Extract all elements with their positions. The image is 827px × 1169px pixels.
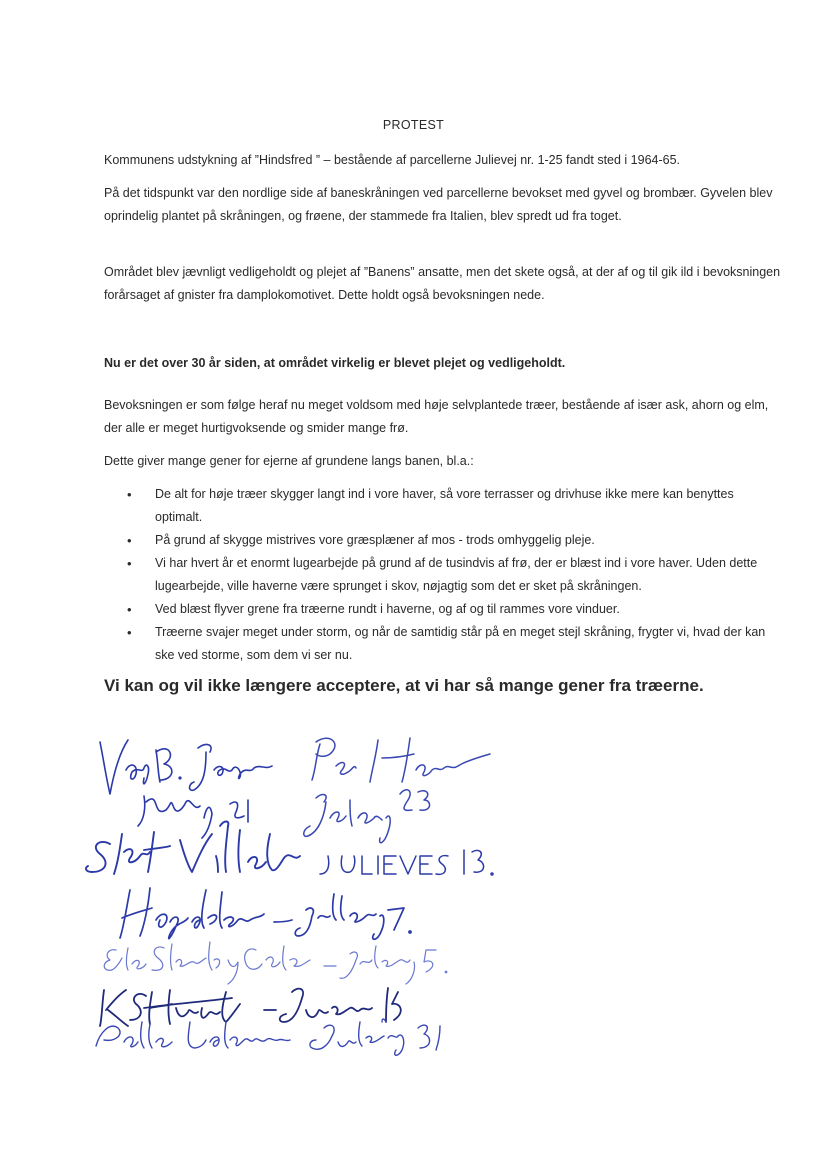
list-item: • De alt for høje træer skygger langt ind i vore haver, så vore terrasser og drivhuse ikke mere kan benyttes optimalt. — [104, 483, 784, 529]
document-title: PROTEST — [382, 118, 445, 132]
signature-4 — [120, 888, 411, 939]
signature-5 — [104, 942, 447, 984]
closing-statement: Vi kan og vil ikke længere acceptere, at vi har så mange gener fra træerne. — [104, 676, 704, 695]
signature-7 — [96, 1019, 440, 1055]
signature-1 — [100, 740, 272, 838]
problems-list — [104, 483, 784, 667]
paragraph-growth: Bevoksningen er som følge heraf nu meget voldsom med høje selvplantede træer, bestående af især ask, ahorn og elm, der alle er meget hurtigvoksende og smider mange frø. — [104, 398, 769, 435]
signature-6 — [100, 988, 401, 1026]
signature-2 — [304, 738, 490, 843]
signature-3 — [86, 822, 493, 876]
list-item: • Ved blæst flyver grene fra træerne rundt i haverne, og af og til rammes vore vinduer. — [104, 598, 784, 621]
paragraph-problems-intro: Dette giver mange gener for ejerne af grundene langs banen, bl.a.: — [104, 454, 474, 468]
paragraph-intro: Kommunens udstykning af ”Hindsfred ” – bestående af parcellerne Julievej nr. 1-25 fandt sted i 1964-65. — [104, 153, 681, 167]
paragraph-vegetation: På det tidspunkt var den nordlige side af baneskråningen ved parcellerne bevokset med gyvel og brombær. Gyvelen blev oprindelig plantet på skråningen, og frøene, der stammede fra Italien, blev spredt ud fra toget. — [104, 186, 773, 223]
signatures-block — [80, 722, 500, 1062]
list-item: • Træerne svajer meget under storm, og når de samtidig står på en meget stejl skråning, frygter vi, hvad der kan ske ved storme, som dem vi ser nu. — [104, 621, 784, 667]
list-item: • Vi har hvert år et enormt lugearbejde på grund af de tusindvis af frø, der er blæst ind i vore haver. Uden dette lugearbejde, ville haverne være sprunget i skov, nøjagtig som det er sket på skråningen. — [104, 552, 784, 598]
paragraph-maintenance: Området blev jævnligt vedligeholdt og plejet af ”Banens” ansatte, men det skete også, at der af og til gik ild i bevoksningen forårsaget af gnister fra damplokomotivet. Dette holdt også bevoksningen nede. — [104, 265, 781, 302]
paragraph-emphasis: Nu er det over 30 år siden, at området virkelig er blevet plejet og vedligeholdt. — [104, 356, 566, 370]
list-item: • På grund af skygge mistrives vore græsplæner af mos - trods omhyggelig pleje. — [104, 529, 784, 552]
